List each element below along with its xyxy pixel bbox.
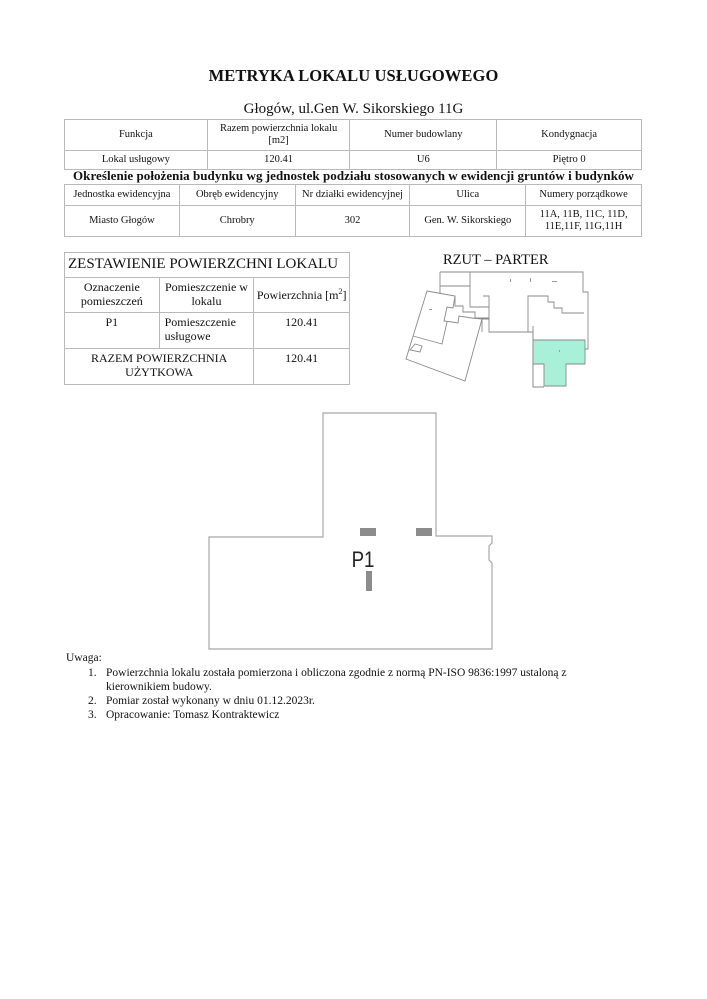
note-number: 2. — [88, 695, 97, 707]
total-value: 120.41 — [254, 349, 350, 385]
site-plan-title: RZUT – PARTER — [443, 252, 549, 268]
header-room-name: Pomieszczenie w lokalu — [159, 278, 254, 313]
notes-heading: Uwaga: — [66, 652, 102, 664]
site-plan-drawing — [400, 266, 595, 391]
header-floor: Kondygnacja — [497, 120, 642, 151]
note-text: Pomiar został wykonany w dniu 01.12.2023r. — [106, 695, 315, 707]
header-area-text: Powierzchnia [m — [256, 288, 339, 303]
cell-total-area: 120.41 — [207, 151, 350, 170]
site-plan-room-label — [429, 309, 432, 310]
document-title: METRYKA LOKALU USŁUGOWEGO — [208, 66, 499, 85]
area-summary-header-row — [65, 278, 350, 313]
cell-plot-number: 302 — [295, 206, 410, 237]
note-text: Opracowanie: Tomasz Kontraktewicz — [106, 709, 280, 721]
cell-building-number: U6 — [350, 151, 497, 170]
note-item — [88, 708, 608, 722]
cell-room-id: P1 — [65, 313, 160, 349]
header-area-sup: 2 — [338, 287, 343, 297]
unit-table — [64, 119, 642, 170]
area-summary-title: ZESTAWIENIE POWIERZCHNI LOKALU — [65, 253, 350, 278]
site-plan-wall — [440, 272, 489, 321]
cell-registry-district: Chrobry — [179, 206, 295, 237]
header-total-area: Razem powierzchnia lokalu [m2] — [207, 120, 350, 151]
site-plan-highlight — [533, 340, 585, 386]
unit-table-row — [65, 151, 642, 170]
cell-house-numbers: 11A, 11B, 11C, 11D, 11E,11F, 11G,11H — [526, 206, 642, 237]
notes-list — [88, 666, 608, 722]
site-plan-wall — [528, 296, 584, 326]
header-registry-district: Obręb ewidencyjny — [179, 185, 295, 206]
cell-street: Gen. W. Sikorskiego — [410, 206, 526, 237]
site-plan-wall — [410, 344, 422, 352]
header-street: Ulica — [410, 185, 526, 206]
header-house-numbers: Numery porządkowe — [526, 185, 642, 206]
note-number: 1. — [88, 667, 97, 679]
header-area — [254, 278, 350, 313]
location-table — [64, 184, 642, 237]
header-funkcja: Funkcja — [65, 120, 208, 151]
area-summary-table — [64, 252, 350, 385]
location-heading: Określenie położenia budynku wg jednostek podziału stosowanych w ewidencji gruntów i budynków — [73, 168, 634, 183]
cell-room-area: 120.41 — [254, 313, 350, 349]
location-table-row — [65, 206, 642, 237]
cell-floor: Piętro 0 — [497, 151, 642, 170]
site-plan-wall — [440, 272, 588, 349]
site-plan-room-label — [552, 281, 557, 282]
area-summary-title-row — [65, 253, 350, 278]
note-item — [88, 694, 608, 708]
fixture-block — [416, 528, 432, 536]
fixture-block — [360, 528, 376, 536]
fixture-bar — [366, 571, 372, 591]
site-plan-room-label — [559, 350, 560, 352]
area-summary-total-row — [65, 349, 350, 385]
header-plot-number: Nr działki ewidencyjnej — [295, 185, 410, 206]
location-table-header-row — [65, 185, 642, 206]
total-label: RAZEM POWIERZCHNIA UŻYTKOWA — [65, 349, 254, 385]
site-plan-wall — [533, 364, 544, 387]
header-room-designation: Oznaczenie pomieszczeń — [65, 278, 160, 313]
cell-function: Lokal usługowy — [65, 151, 208, 170]
address: Głogów, ul.Gen W. Sikorskiego 11G — [243, 101, 464, 117]
header-area-end: ] — [342, 288, 347, 303]
note-text: Powierzchnia lokalu została pomierzona i obliczona zgodnie z normą PN-ISO 9836:1997 ustaloną z kierownikiem budowy. — [106, 667, 567, 693]
note-item — [88, 666, 608, 694]
floor-plan-drawing — [200, 405, 500, 655]
header-registry-unit: Jednostka ewidencyjna — [65, 185, 180, 206]
site-plan-wall — [483, 296, 489, 307]
header-building-number: Numer budowlany — [350, 120, 497, 151]
cell-registry-unit: Miasto Głogów — [65, 206, 180, 237]
area-summary-row — [65, 313, 350, 349]
site-plan-room-label — [510, 279, 511, 282]
room-label-p1: P1 — [351, 548, 375, 573]
site-plan-wall — [413, 322, 447, 344]
site-plan-room-label — [530, 278, 531, 282]
floor-plan-walls — [209, 413, 492, 649]
cell-room-name: Pomieszczenie usługowe — [159, 313, 254, 349]
unit-table-header-row — [65, 120, 642, 151]
note-number: 3. — [88, 709, 97, 721]
